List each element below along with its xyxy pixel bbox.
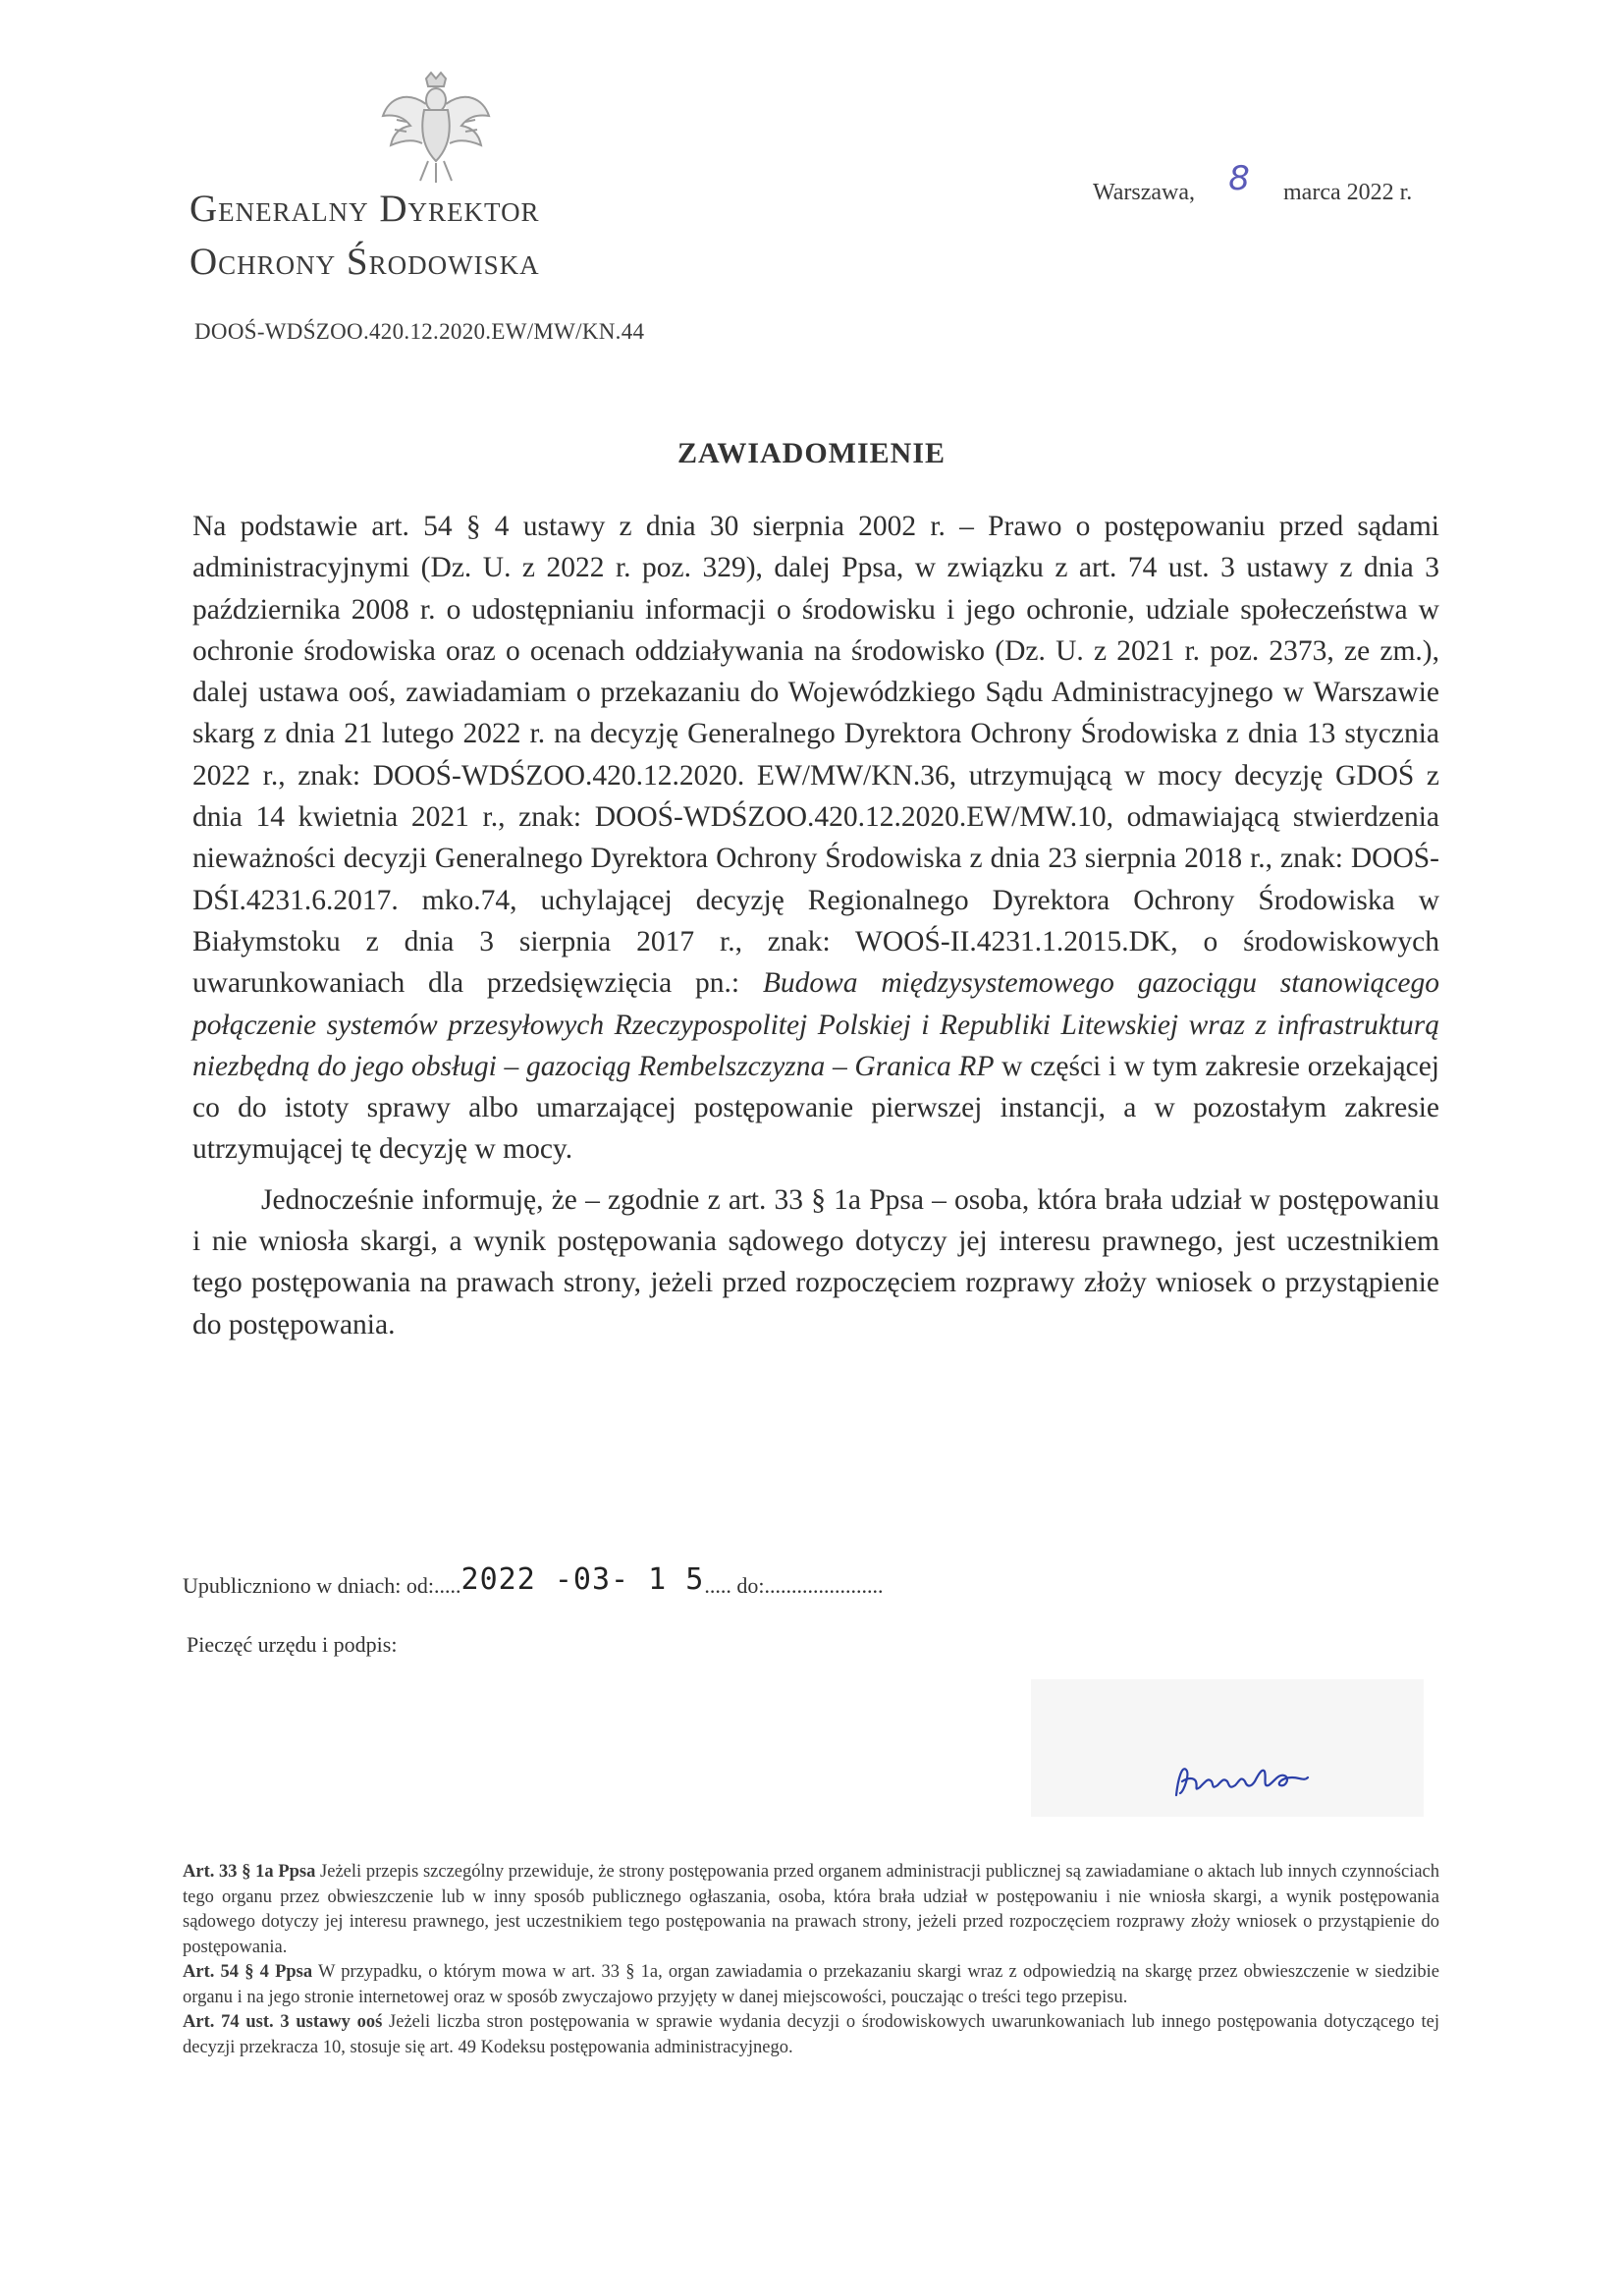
eagle-emblem-icon	[377, 71, 495, 187]
publication-to: do:......................	[736, 1573, 884, 1598]
place-and-date	[1093, 159, 1413, 208]
month-year: marca 2022 r.	[1283, 180, 1413, 205]
seal-and-signature-label: Pieczęć urzędu i podpis:	[187, 1632, 398, 1657]
footnote-art74: Art. 74 ust. 3 ustawy ooś Jeżeli liczba stron postępowania w sprawie wydania decyzji o środowiskowych uwarunkowaniach lub innego postępowania dotyczącego tej decyzji przekracza 10, stosuje się art. 49 Kodeksu postępowania administracyjnego.	[183, 2012, 1440, 2057]
institution-name-line1: Generalny Dyrektor	[189, 188, 540, 230]
handwritten-signature-icon	[1168, 1748, 1316, 1807]
body-paragraph-1	[192, 506, 1439, 1171]
paragraph-1-text: Na podstawie art. 54 § 4 ustawy z dnia 30 sierpnia 2002 r. – Prawo o postępowaniu przed sądami administracyjnymi (Dz. U. z 2022 r. poz. 329), dalej Ppsa, w związku z art. 74 ust. 3 ustawy z dnia 3 października 2008 r. o udostępnianiu informacji o środowisku i jego ochronie, udziale społeczeństwa w ochronie środowiska oraz o ocenach oddziaływania na środowisko (Dz. U. z 2021 r. poz. 2373, ze zm.), dalej ustawa ooś, zawiadamiam o przekazaniu do Wojewódzkiego Sądu Administracyjnego w Warszawie skarg z dnia 21 lutego 2022 r. na decyzję Generalnego Dyrektora Ochrony Środowiska z dnia 13 stycznia 2022 r., znak: DOOŚ-WDŚZOO.420.12.2020. EW/MW/KN.36, utrzymującą w mocy decyzję GDOŚ z dnia 14 kwietnia 2021 r., znak: DOOŚ-WDŚZOO.420.12.2020.EW/MW.10, odmawiającą stwierdzenia nieważności decyzji Generalnego Dyrektora Ochrony Środowiska z dnia 23 sierpnia 2018 r., znak: DOOŚ-DŚI.4231.6.2017. mko.74, uchylającej decyzję Regionalnego Dyrektora Ochrony Środowiska w Białymstoku z dnia 3 sierpnia 2017 r., znak: WOOŚ-II.4231.1.2015.DK, o środowiskowych uwarunkowaniach dla przedsięwzięcia pn.:	[192, 511, 1439, 1000]
document-reference: DOOŚ-WDŚZOO.420.12.2020.EW/MW/KN.44	[194, 319, 645, 344]
document-title: ZAWIADOMIENIE	[676, 437, 947, 469]
project-name: Budowa międzysystemowego gazociągu stanowiącego połączenie systemów przesyłowych Rzeczypospolitej Polskiej i Republiki Litewskiej wraz z infrastrukturą niezbędną do jego obsługi – gazociąg Rembelszczyzna – Granica RP	[192, 967, 1439, 1082]
legal-footnotes	[183, 1860, 1439, 2060]
notice-body	[192, 506, 1439, 1345]
footnote-art54: Art. 54 § 4 Ppsa W przypadku, o którym mowa w art. 33 § 1a, organ zawiadamia o przekazaniu skargi wraz z odpowiedzią na skargę przez obwieszczenie w siedzibie organu i na jego stronie internetowej oraz w sposób zwyczajowo przyjęty w danej miejscowości, pouczając o treści tego przepisu.	[183, 1962, 1439, 2007]
publication-line: Upubliczniono w dniach: od:.....2022 -03- 1 5..... do:......................	[183, 1562, 884, 1598]
publication-label: Upubliczniono w dniach: od:	[183, 1573, 435, 1598]
paragraph-1-ending: w części i w tym zakresie orzekającej co do istoty sprawy albo umarzającej postępowanie pierwszej instancji, a w pozostałym zakresie utrzymującej tę decyzję w mocy.	[192, 1050, 1439, 1166]
publication-from-stamp: 2022 -03- 1 5	[460, 1562, 705, 1597]
handwritten-day: 8	[1228, 159, 1250, 198]
footnote-art33: Art. 33 § 1a Ppsa Jeżeli przepis szczególny przewiduje, że strony postępowania przed organem administracji publicznej są zawiadamiane o aktach lub innych czynnościach tego organu przez obwieszczenie lub w inny sposób publicznego ogłaszania, osoba, która brała udział w postępowaniu i nie wniosła skargi, a wynik postępowania sądowego dotyczy jej interesu prawnego, jest uczestnikiem tego postępowania na prawach strony, jeżeli przed rozpoczęciem rozprawy złoży wniosek o przystąpienie do postępowania.	[183, 1862, 1439, 1957]
institution-name-line2: Ochrony Środowiska	[189, 241, 540, 283]
body-paragraph-2: Jednocześnie informuję, że – zgodnie z art. 33 § 1a Ppsa – osoba, która brała udział w postępowaniu i nie wniosła skargi, a wynik postępowania sądowego dotyczy jej interesu prawnego, jest uczestnikiem tego postępowania na prawach strony, jeżeli przed rozpoczęciem rozprawy złoży wniosek o przystąpienie do postępowania.	[192, 1183, 1439, 1340]
place: Warszawa,	[1093, 180, 1196, 205]
